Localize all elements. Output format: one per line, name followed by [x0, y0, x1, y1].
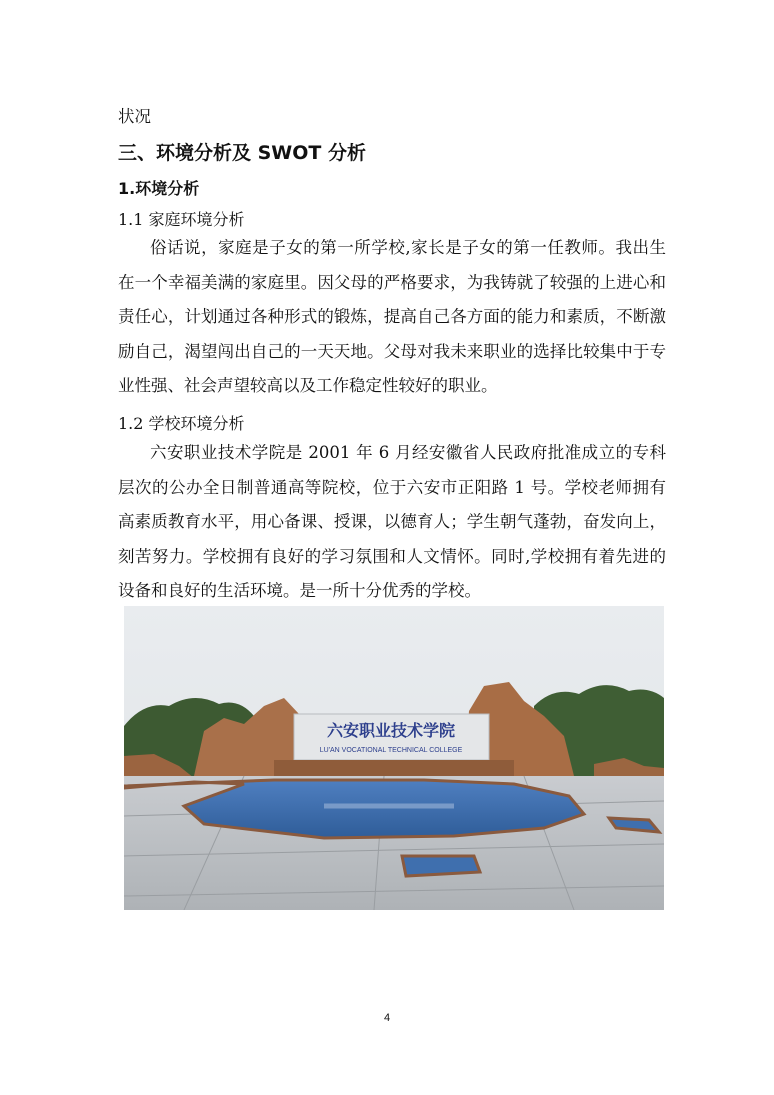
- school-heading: 1.2 学校环境分析: [118, 414, 245, 433]
- sign-chinese-text: 六安职业技术学院: [326, 721, 456, 740]
- page-number: 4: [383, 1012, 391, 1024]
- sign-english-text: LU'AN VOCATIONAL TECHNICAL COLLEGE: [319, 747, 463, 754]
- section-title: 三、环境分析及 SWOT 分析: [118, 142, 366, 164]
- continuation-text: 状况: [118, 107, 151, 126]
- campus-photo: [124, 606, 664, 910]
- school-paragraph: 六安职业技术学院是 2001 年 6 月经安徽省人民政府批准成立的专科层次的公办全日制普通高等院校，位于六安市正阳路 1 号。学校老师拥有高素质教育水平，用心备课、授课，以德育人；学生朝气蓬勃，奋发向上，刻苦努力。学校拥有良好的学习氛围和人文情怀。同时,学校拥有着先进的设备和良好的生活环境。是一所十分优秀的学校。: [118, 443, 666, 601]
- family-heading: 1.1 家庭环境分析: [118, 210, 245, 229]
- subsection-title: 1.环境分析: [118, 179, 200, 198]
- family-paragraph: 俗话说，家庭是子女的第一所学校,家长是子女的第一任教师。我出生在一个幸福美满的家庭里。因父母的严格要求，为我铸就了较强的上进心和责任心，计划通过各种形式的锻炼，提高自己各方面的能力和素质，不断激励自己，渴望闯出自己的一天天地。父母对我未来职业的选择比较集中于专业性强、社会声望较高以及工作稳定性较好的职业。: [118, 238, 666, 396]
